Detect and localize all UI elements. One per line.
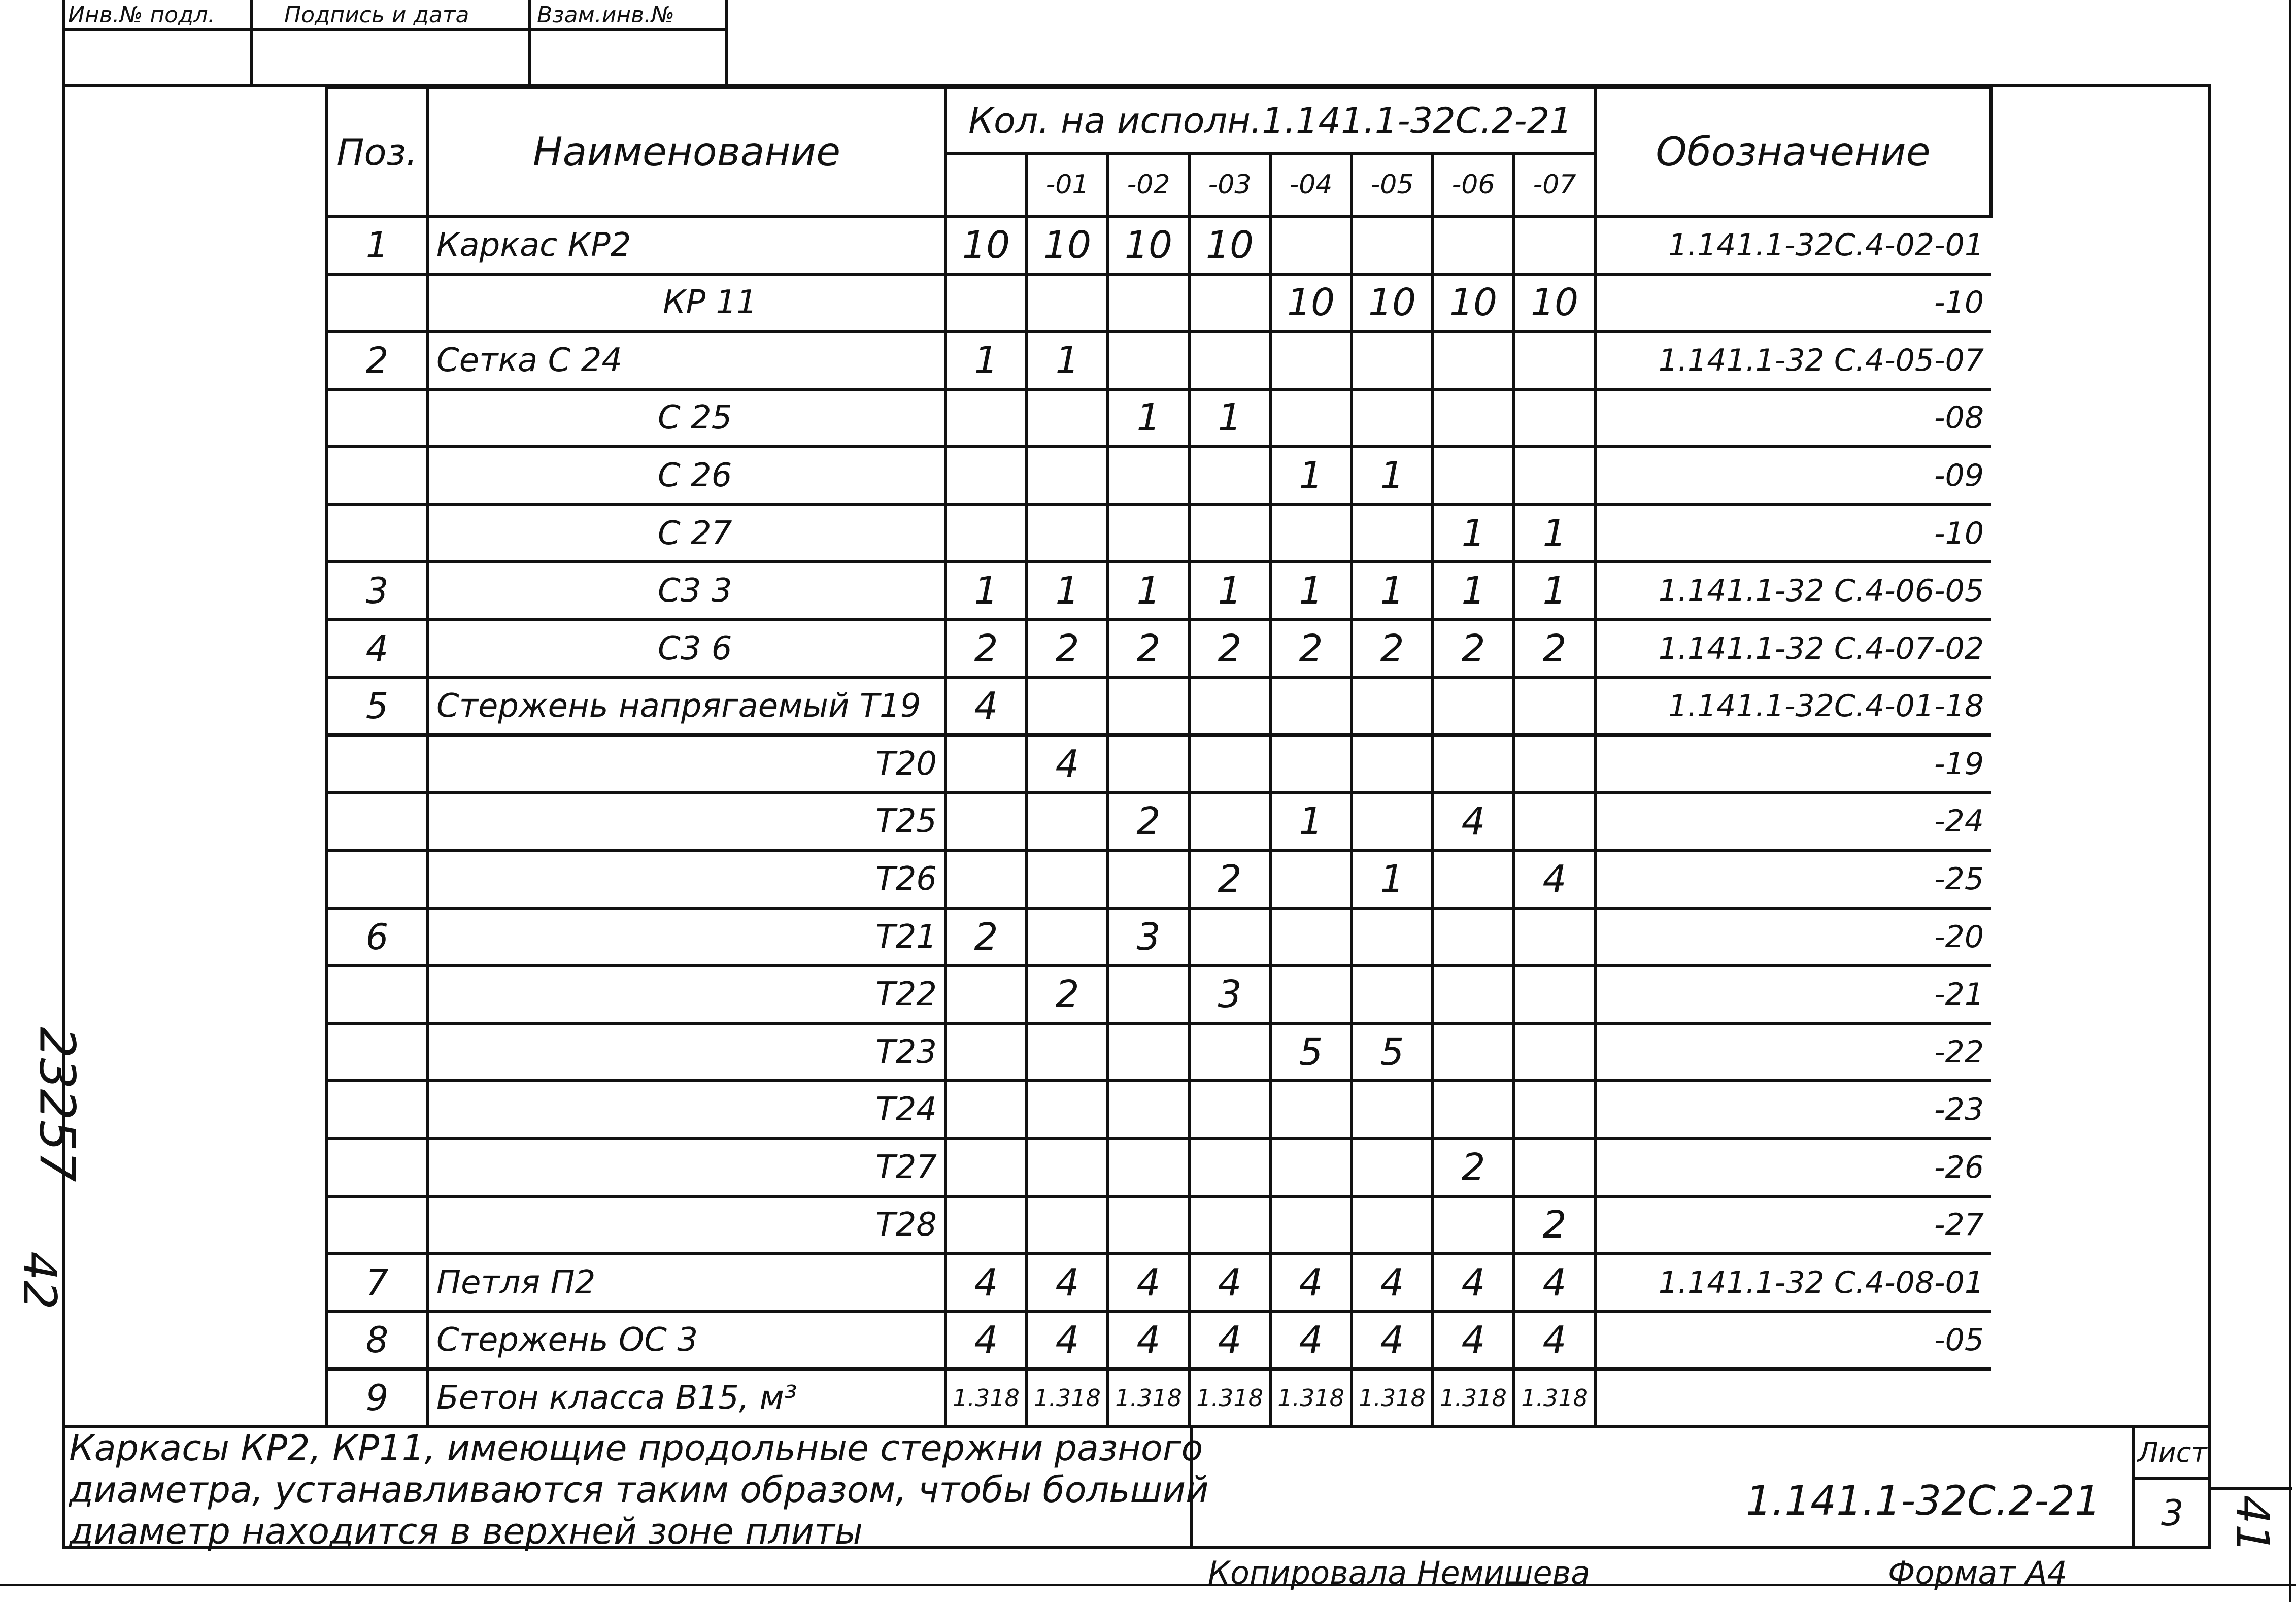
variant-header: -01 — [1027, 153, 1108, 216]
row-designation: -10 — [1595, 274, 1991, 332]
qty-cell: 1 — [1514, 505, 1595, 562]
qty-cell — [1270, 331, 1352, 389]
qty-cell — [1514, 447, 1595, 505]
qty-cell — [1433, 965, 1514, 1023]
qty-cell: 1 — [1027, 331, 1108, 389]
header-qty: Кол. на исполн.1.141.1-32С.2-21 — [946, 88, 1595, 153]
qty-cell — [1108, 505, 1189, 562]
qty-cell — [1270, 389, 1352, 447]
qty-cell: 1.318 — [1352, 1369, 1433, 1425]
row-name: Т22 — [428, 965, 946, 1023]
qty-cell — [1433, 850, 1514, 908]
qty-cell: 4 — [1433, 1254, 1514, 1312]
header-designation: Обозначение — [1595, 88, 1991, 216]
row-designation: -08 — [1595, 389, 1991, 447]
qty-cell — [1433, 389, 1514, 447]
qty-cell: 2 — [1514, 1196, 1595, 1254]
qty-cell: 4 — [946, 1254, 1027, 1312]
qty-cell — [1433, 447, 1514, 505]
qty-cell — [1027, 793, 1108, 851]
qty-cell: 5 — [1352, 1023, 1433, 1081]
sheet-label: Лист — [2138, 1437, 2207, 1468]
row-designation: -09 — [1595, 447, 1991, 505]
qty-cell: 3 — [1108, 908, 1189, 966]
table-row — [326, 216, 1991, 274]
qty-cell — [1352, 793, 1433, 851]
row-designation: 1.141.1-32 С.4-08-01 — [1595, 1254, 1991, 1312]
paper-format: Формат А4 — [1888, 1554, 2068, 1591]
qty-cell — [1027, 850, 1108, 908]
qty-cell — [1514, 216, 1595, 274]
row-designation: -27 — [1595, 1196, 1991, 1254]
row-designation: -21 — [1595, 965, 1991, 1023]
qty-cell — [1352, 331, 1433, 389]
variant-header: -07 — [1514, 153, 1595, 216]
qty-cell — [1433, 735, 1514, 793]
qty-cell: 2 — [1433, 620, 1514, 678]
qty-cell — [1027, 1196, 1108, 1254]
table-row — [326, 1139, 1991, 1196]
qty-cell — [1189, 505, 1270, 562]
qty-cell — [946, 965, 1027, 1023]
document-code: 1.141.1-32С.2-21 — [1746, 1477, 2101, 1524]
qty-cell — [1108, 331, 1189, 389]
side-cell-top — [2211, 1487, 2292, 1490]
qty-cell: 4 — [1352, 1254, 1433, 1312]
qty-cell: 2 — [1027, 620, 1108, 678]
qty-cell: 4 — [1108, 1254, 1189, 1312]
qty-cell — [1352, 965, 1433, 1023]
qty-cell: 2 — [1027, 965, 1108, 1023]
header-name: Наименование — [428, 88, 946, 216]
row-pos — [326, 1139, 428, 1196]
qty-cell: 4 — [1352, 1312, 1433, 1370]
table-row — [326, 331, 1991, 389]
qty-cell — [1189, 1023, 1270, 1081]
qty-cell: 5 — [1270, 1023, 1352, 1081]
qty-cell — [1270, 850, 1352, 908]
row-pos: 2 — [326, 331, 428, 389]
qty-cell — [1270, 216, 1352, 274]
qty-cell: 1 — [1352, 850, 1433, 908]
qty-cell — [946, 735, 1027, 793]
qty-cell: 4 — [1027, 735, 1108, 793]
row-designation — [1595, 1369, 1991, 1425]
variant-header: -06 — [1433, 153, 1514, 216]
row-pos — [326, 505, 428, 562]
footer-divider — [1190, 1546, 2211, 1549]
qty-cell — [946, 389, 1027, 447]
row-designation: -25 — [1595, 850, 1991, 908]
qty-cell — [1352, 1196, 1433, 1254]
table-row — [326, 274, 1991, 332]
variant-header — [946, 153, 1027, 216]
qty-cell — [1189, 793, 1270, 851]
table-row — [326, 505, 1991, 562]
qty-cell — [1270, 505, 1352, 562]
row-designation: -24 — [1595, 793, 1991, 851]
table-row — [326, 1254, 1991, 1312]
row-name: С3 6 — [428, 620, 946, 678]
row-designation: 1.141.1-32 С.4-07-02 — [1595, 620, 1991, 678]
row-name: Т28 — [428, 1196, 946, 1254]
qty-cell — [1189, 735, 1270, 793]
qty-cell: 2 — [1189, 850, 1270, 908]
qty-cell: 1 — [946, 331, 1027, 389]
qty-cell — [946, 1196, 1027, 1254]
row-name: Т23 — [428, 1023, 946, 1081]
qty-cell — [1270, 908, 1352, 966]
qty-cell — [1270, 1081, 1352, 1139]
row-pos: 3 — [326, 562, 428, 620]
qty-cell — [1189, 1139, 1270, 1196]
row-name: С 27 — [428, 505, 946, 562]
qty-cell: 3 — [1189, 965, 1270, 1023]
variant-header: -02 — [1108, 153, 1189, 216]
row-designation: -23 — [1595, 1081, 1991, 1139]
qty-cell: 4 — [1433, 1312, 1514, 1370]
row-pos — [326, 1081, 428, 1139]
qty-cell — [1352, 1081, 1433, 1139]
qty-cell: 1 — [1189, 562, 1270, 620]
note-line-1: Каркасы КР2, КР11, имеющие продольные стержни разного — [69, 1427, 1203, 1469]
qty-cell — [1108, 678, 1189, 736]
qty-cell — [1514, 331, 1595, 389]
table-row — [326, 620, 1991, 678]
row-designation: -22 — [1595, 1023, 1991, 1081]
qty-cell: 2 — [946, 620, 1027, 678]
qty-cell: 4 — [1514, 1312, 1595, 1370]
qty-cell — [1108, 1196, 1189, 1254]
qty-cell: 4 — [1027, 1254, 1108, 1312]
row-name: Стержень ОС 3 — [428, 1312, 946, 1370]
row-pos — [326, 850, 428, 908]
qty-cell — [946, 793, 1027, 851]
qty-cell: 10 — [1108, 216, 1189, 274]
qty-cell: 4 — [1108, 1312, 1189, 1370]
row-name: КР 11 — [428, 274, 946, 332]
copied-by: Копировала Немишева — [1208, 1554, 1591, 1591]
sheet-number: 3 — [2161, 1492, 2184, 1534]
qty-cell — [1027, 389, 1108, 447]
variant-header: -04 — [1270, 153, 1352, 216]
qty-cell: 4 — [1514, 1254, 1595, 1312]
qty-cell: 1.318 — [946, 1369, 1027, 1425]
table-row — [326, 562, 1991, 620]
row-name: С 26 — [428, 447, 946, 505]
row-pos — [326, 793, 428, 851]
stamp-inventory-label: Инв.№ подл. — [68, 2, 215, 28]
table-row — [326, 1196, 1991, 1254]
qty-cell — [1433, 1081, 1514, 1139]
qty-cell: 1.318 — [1108, 1369, 1189, 1425]
qty-cell — [946, 274, 1027, 332]
variant-header: -05 — [1352, 153, 1433, 216]
qty-cell: 10 — [1027, 216, 1108, 274]
qty-cell — [1108, 447, 1189, 505]
qty-cell: 10 — [946, 216, 1027, 274]
margin-page-number: 42 — [12, 1251, 66, 1310]
table-row — [326, 1312, 1991, 1370]
qty-cell: 1.318 — [1027, 1369, 1108, 1425]
table-row — [326, 1081, 1991, 1139]
row-pos — [326, 1196, 428, 1254]
frame-left — [62, 84, 65, 1546]
margin-right-line — [2289, 0, 2291, 1602]
qty-cell: 10 — [1433, 274, 1514, 332]
qty-cell — [946, 1023, 1027, 1081]
qty-cell — [1514, 793, 1595, 851]
qty-cell: 1 — [1189, 389, 1270, 447]
row-designation: 1.141.1-32 С.4-05-07 — [1595, 331, 1991, 389]
row-designation: -26 — [1595, 1139, 1991, 1196]
qty-cell — [1352, 678, 1433, 736]
qty-cell: 1 — [1108, 389, 1189, 447]
qty-cell — [1433, 1196, 1514, 1254]
qty-cell — [1514, 908, 1595, 966]
row-designation: -05 — [1595, 1312, 1991, 1370]
row-name: С3 3 — [428, 562, 946, 620]
qty-cell — [1514, 1139, 1595, 1196]
qty-cell — [1189, 1081, 1270, 1139]
row-name: Т20 — [428, 735, 946, 793]
qty-cell: 1 — [1352, 562, 1433, 620]
row-pos — [326, 447, 428, 505]
archive-number: 23257 — [28, 1027, 86, 1182]
qty-cell — [1270, 965, 1352, 1023]
qty-cell: 2 — [1108, 793, 1189, 851]
qty-cell — [1189, 908, 1270, 966]
table-row — [326, 389, 1991, 447]
row-name: Бетон класса В15, м³ — [428, 1369, 946, 1425]
qty-cell — [1027, 1081, 1108, 1139]
qty-cell — [1108, 1139, 1189, 1196]
qty-cell: 2 — [1514, 620, 1595, 678]
row-pos: 5 — [326, 678, 428, 736]
qty-cell — [1514, 1023, 1595, 1081]
qty-cell — [1189, 678, 1270, 736]
qty-cell: 4 — [1189, 1312, 1270, 1370]
qty-cell — [1027, 908, 1108, 966]
row-designation: 1.141.1-32С.4-02-01 — [1595, 216, 1991, 274]
qty-cell: 1 — [1270, 447, 1352, 505]
row-pos — [326, 1023, 428, 1081]
qty-cell — [946, 1081, 1027, 1139]
stamp-replacement-label: Взам.инв.№ — [537, 2, 674, 28]
qty-cell — [1027, 678, 1108, 736]
qty-cell: 4 — [1189, 1254, 1270, 1312]
qty-cell — [1027, 1023, 1108, 1081]
qty-cell: 2 — [1189, 620, 1270, 678]
qty-cell: 1.318 — [1189, 1369, 1270, 1425]
table-row — [326, 735, 1991, 793]
qty-cell — [1352, 735, 1433, 793]
qty-cell — [1270, 735, 1352, 793]
qty-cell — [1514, 678, 1595, 736]
sheet-cell-left — [2132, 1425, 2135, 1549]
row-designation: -19 — [1595, 735, 1991, 793]
qty-cell: 4 — [1270, 1254, 1352, 1312]
qty-cell — [1352, 1139, 1433, 1196]
row-pos: 9 — [326, 1369, 428, 1425]
qty-cell: 1 — [1433, 562, 1514, 620]
qty-cell — [1027, 1139, 1108, 1196]
side-number: 41 — [2225, 1495, 2279, 1553]
row-pos — [326, 274, 428, 332]
header-pos: Поз. — [326, 88, 428, 216]
qty-cell — [1108, 965, 1189, 1023]
note-line-3: диаметр находится в верхней зоне плиты — [69, 1511, 863, 1552]
qty-cell — [1433, 908, 1514, 966]
row-name: Т26 — [428, 850, 946, 908]
qty-cell: 1.318 — [1514, 1369, 1595, 1425]
qty-cell: 2 — [1433, 1139, 1514, 1196]
qty-cell: 1 — [1270, 793, 1352, 851]
qty-cell — [1433, 678, 1514, 736]
qty-cell — [1108, 735, 1189, 793]
specification-rows — [326, 216, 1991, 1425]
qty-cell: 4 — [1027, 1312, 1108, 1370]
qty-cell — [1108, 1081, 1189, 1139]
table-row — [326, 908, 1991, 966]
table-row — [326, 1023, 1991, 1081]
qty-cell: 1 — [946, 562, 1027, 620]
qty-cell — [1108, 1023, 1189, 1081]
specification-table — [325, 86, 1993, 1425]
qty-cell — [1433, 216, 1514, 274]
qty-cell: 2 — [1352, 620, 1433, 678]
qty-cell — [1514, 735, 1595, 793]
row-pos — [326, 389, 428, 447]
row-designation: 1.141.1-32 С.4-06-05 — [1595, 562, 1991, 620]
table-row — [326, 678, 1991, 736]
qty-cell: 4 — [1433, 793, 1514, 851]
qty-cell: 10 — [1514, 274, 1595, 332]
qty-cell — [1189, 447, 1270, 505]
qty-cell — [1352, 908, 1433, 966]
qty-cell — [1108, 274, 1189, 332]
row-pos: 1 — [326, 216, 428, 274]
qty-cell — [1270, 1196, 1352, 1254]
qty-cell: 4 — [1514, 850, 1595, 908]
qty-cell — [1352, 505, 1433, 562]
row-designation: -10 — [1595, 505, 1991, 562]
qty-cell: 4 — [1270, 1312, 1352, 1370]
qty-cell: 10 — [1352, 274, 1433, 332]
table-row — [326, 1369, 1991, 1425]
table-row — [326, 965, 1991, 1023]
qty-cell — [1514, 1081, 1595, 1139]
qty-cell — [1270, 678, 1352, 736]
row-pos: 4 — [326, 620, 428, 678]
qty-cell — [1352, 216, 1433, 274]
qty-cell: 1 — [1514, 562, 1595, 620]
variant-header: -03 — [1189, 153, 1270, 216]
row-name: Т25 — [428, 793, 946, 851]
qty-cell — [1108, 850, 1189, 908]
qty-cell: 1 — [1352, 447, 1433, 505]
row-name: Стержень напрягаемый Т19 — [428, 678, 946, 736]
row-pos — [326, 965, 428, 1023]
qty-cell: 1 — [1027, 562, 1108, 620]
row-name: Каркас КР2 — [428, 216, 946, 274]
qty-cell: 1.318 — [1433, 1369, 1514, 1425]
qty-cell: 1.318 — [1270, 1369, 1352, 1425]
row-name: Т21 — [428, 908, 946, 966]
qty-cell — [946, 447, 1027, 505]
row-name: Т27 — [428, 1139, 946, 1196]
row-name: Петля П2 — [428, 1254, 946, 1312]
row-pos — [326, 735, 428, 793]
qty-cell: 2 — [1270, 620, 1352, 678]
qty-cell — [1027, 274, 1108, 332]
row-name: Сетка С 24 — [428, 331, 946, 389]
row-pos: 8 — [326, 1312, 428, 1370]
stamp-signature-label: Подпись и дата — [284, 2, 469, 28]
qty-cell: 2 — [1108, 620, 1189, 678]
row-designation: -20 — [1595, 908, 1991, 966]
row-pos: 7 — [326, 1254, 428, 1312]
qty-cell — [1352, 389, 1433, 447]
note-line-2: диаметра, устанавливаются таким образом, чтобы больший — [69, 1469, 1209, 1511]
table-row — [326, 447, 1991, 505]
qty-cell — [1270, 1139, 1352, 1196]
qty-cell: 2 — [946, 908, 1027, 966]
qty-cell: 10 — [1189, 216, 1270, 274]
qty-cell — [1189, 331, 1270, 389]
qty-cell: 10 — [1270, 274, 1352, 332]
row-designation: 1.141.1-32С.4-01-18 — [1595, 678, 1991, 736]
table-row — [326, 850, 1991, 908]
qty-cell: 1 — [1108, 562, 1189, 620]
note-text — [69, 1427, 1209, 1552]
qty-cell: 4 — [946, 678, 1027, 736]
qty-cell — [1189, 1196, 1270, 1254]
row-name: С 25 — [428, 389, 946, 447]
qty-cell: 4 — [946, 1312, 1027, 1370]
qty-cell: 1 — [1433, 505, 1514, 562]
qty-cell — [1189, 274, 1270, 332]
row-pos: 6 — [326, 908, 428, 966]
qty-cell — [1433, 331, 1514, 389]
qty-cell — [1027, 505, 1108, 562]
frame-right — [2208, 84, 2211, 1546]
qty-cell — [1514, 389, 1595, 447]
qty-cell — [1514, 965, 1595, 1023]
row-name: Т24 — [428, 1081, 946, 1139]
qty-cell — [946, 1139, 1027, 1196]
qty-cell — [946, 505, 1027, 562]
table-row — [326, 793, 1991, 851]
qty-cell — [946, 850, 1027, 908]
qty-cell: 1 — [1270, 562, 1352, 620]
qty-cell — [1027, 447, 1108, 505]
qty-cell — [1433, 1023, 1514, 1081]
sheet-cell-mid — [2132, 1477, 2211, 1480]
